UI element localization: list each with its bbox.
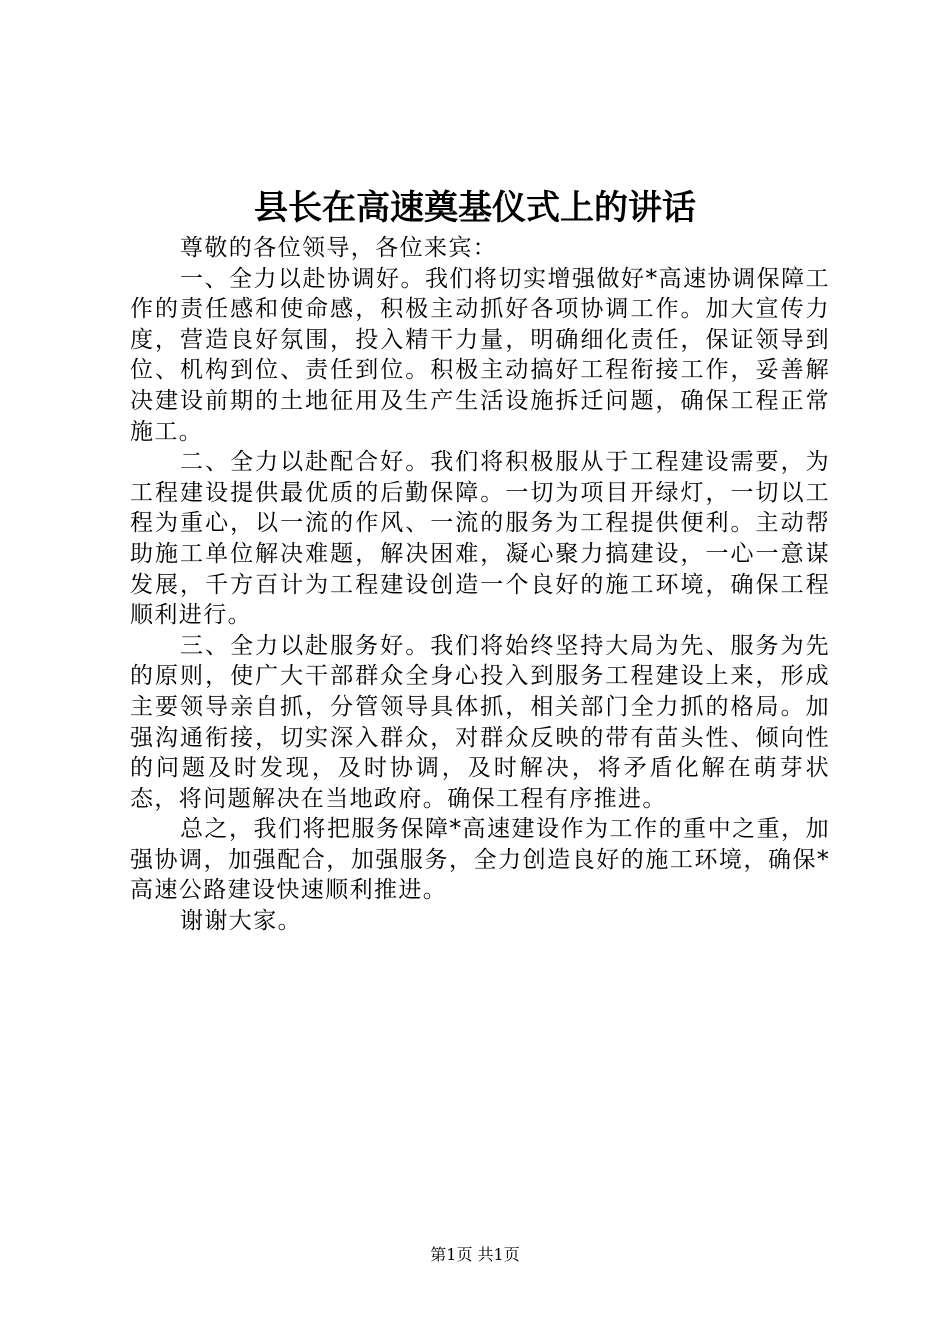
- salutation-paragraph: 尊敬的各位领导，各位来宾：: [180, 235, 498, 261]
- paragraph-cooperation: 二、全力以赴配合好。我们将积极服从于工程建设需要，为工程建设提供最优质的后勤保障。一切为项目开绿灯，一切以工程为重心，以一流的作风、一流的服务为工程提供便利。主动帮助施工单位解决难题，解决困难，凝心聚力搞建设，一心一意谋发展，千方百计为工程建设创造一个良好的施工环境，确保工程顺利进行。: [130, 449, 830, 629]
- paragraph-coordination: 一、全力以赴协调好。我们将切实增强做好*高速协调保障工作的责任感和使命感，积极主动抓好各项协调工作。加大宣传力度，营造良好氛围，投入精干力量，明确细化责任，保证领导到位、机构到位、责任到位。积极主动搞好工程衔接工作，妥善解决建设前期的土地征用及生产生活设施拆迁问题，确保工程正常施工。: [130, 265, 830, 445]
- paragraph-summary: 总之，我们将把服务保障*高速建设作为工作的重中之重，加强协调，加强配合，加强服务，全力创造良好的施工环境，确保*高速公路建设快速顺利推进。: [130, 816, 830, 904]
- paragraph-service: 三、全力以赴服务好。我们将始终坚持大局为先、服务为先的原则，使广大干部群众全身心投入到服务工程建设上来，形成主要领导亲自抓，分管领导具体抓，相关部门全力抓的格局。加强沟通衔接，切实深入群众，对群众反映的带有苗头性、倾向性的问题及时发现，及时协调，及时解决，将矛盾化解在萌芽状态，将问题解决在当地政府。确保工程有序推进。: [130, 632, 830, 812]
- page-footer: 第1页 共1页: [430, 1245, 520, 1264]
- document-title: 县长在高速奠基仪式上的讲话: [254, 188, 696, 228]
- closing-paragraph: 谢谢大家。: [180, 908, 302, 935]
- document-body: [130, 233, 830, 937]
